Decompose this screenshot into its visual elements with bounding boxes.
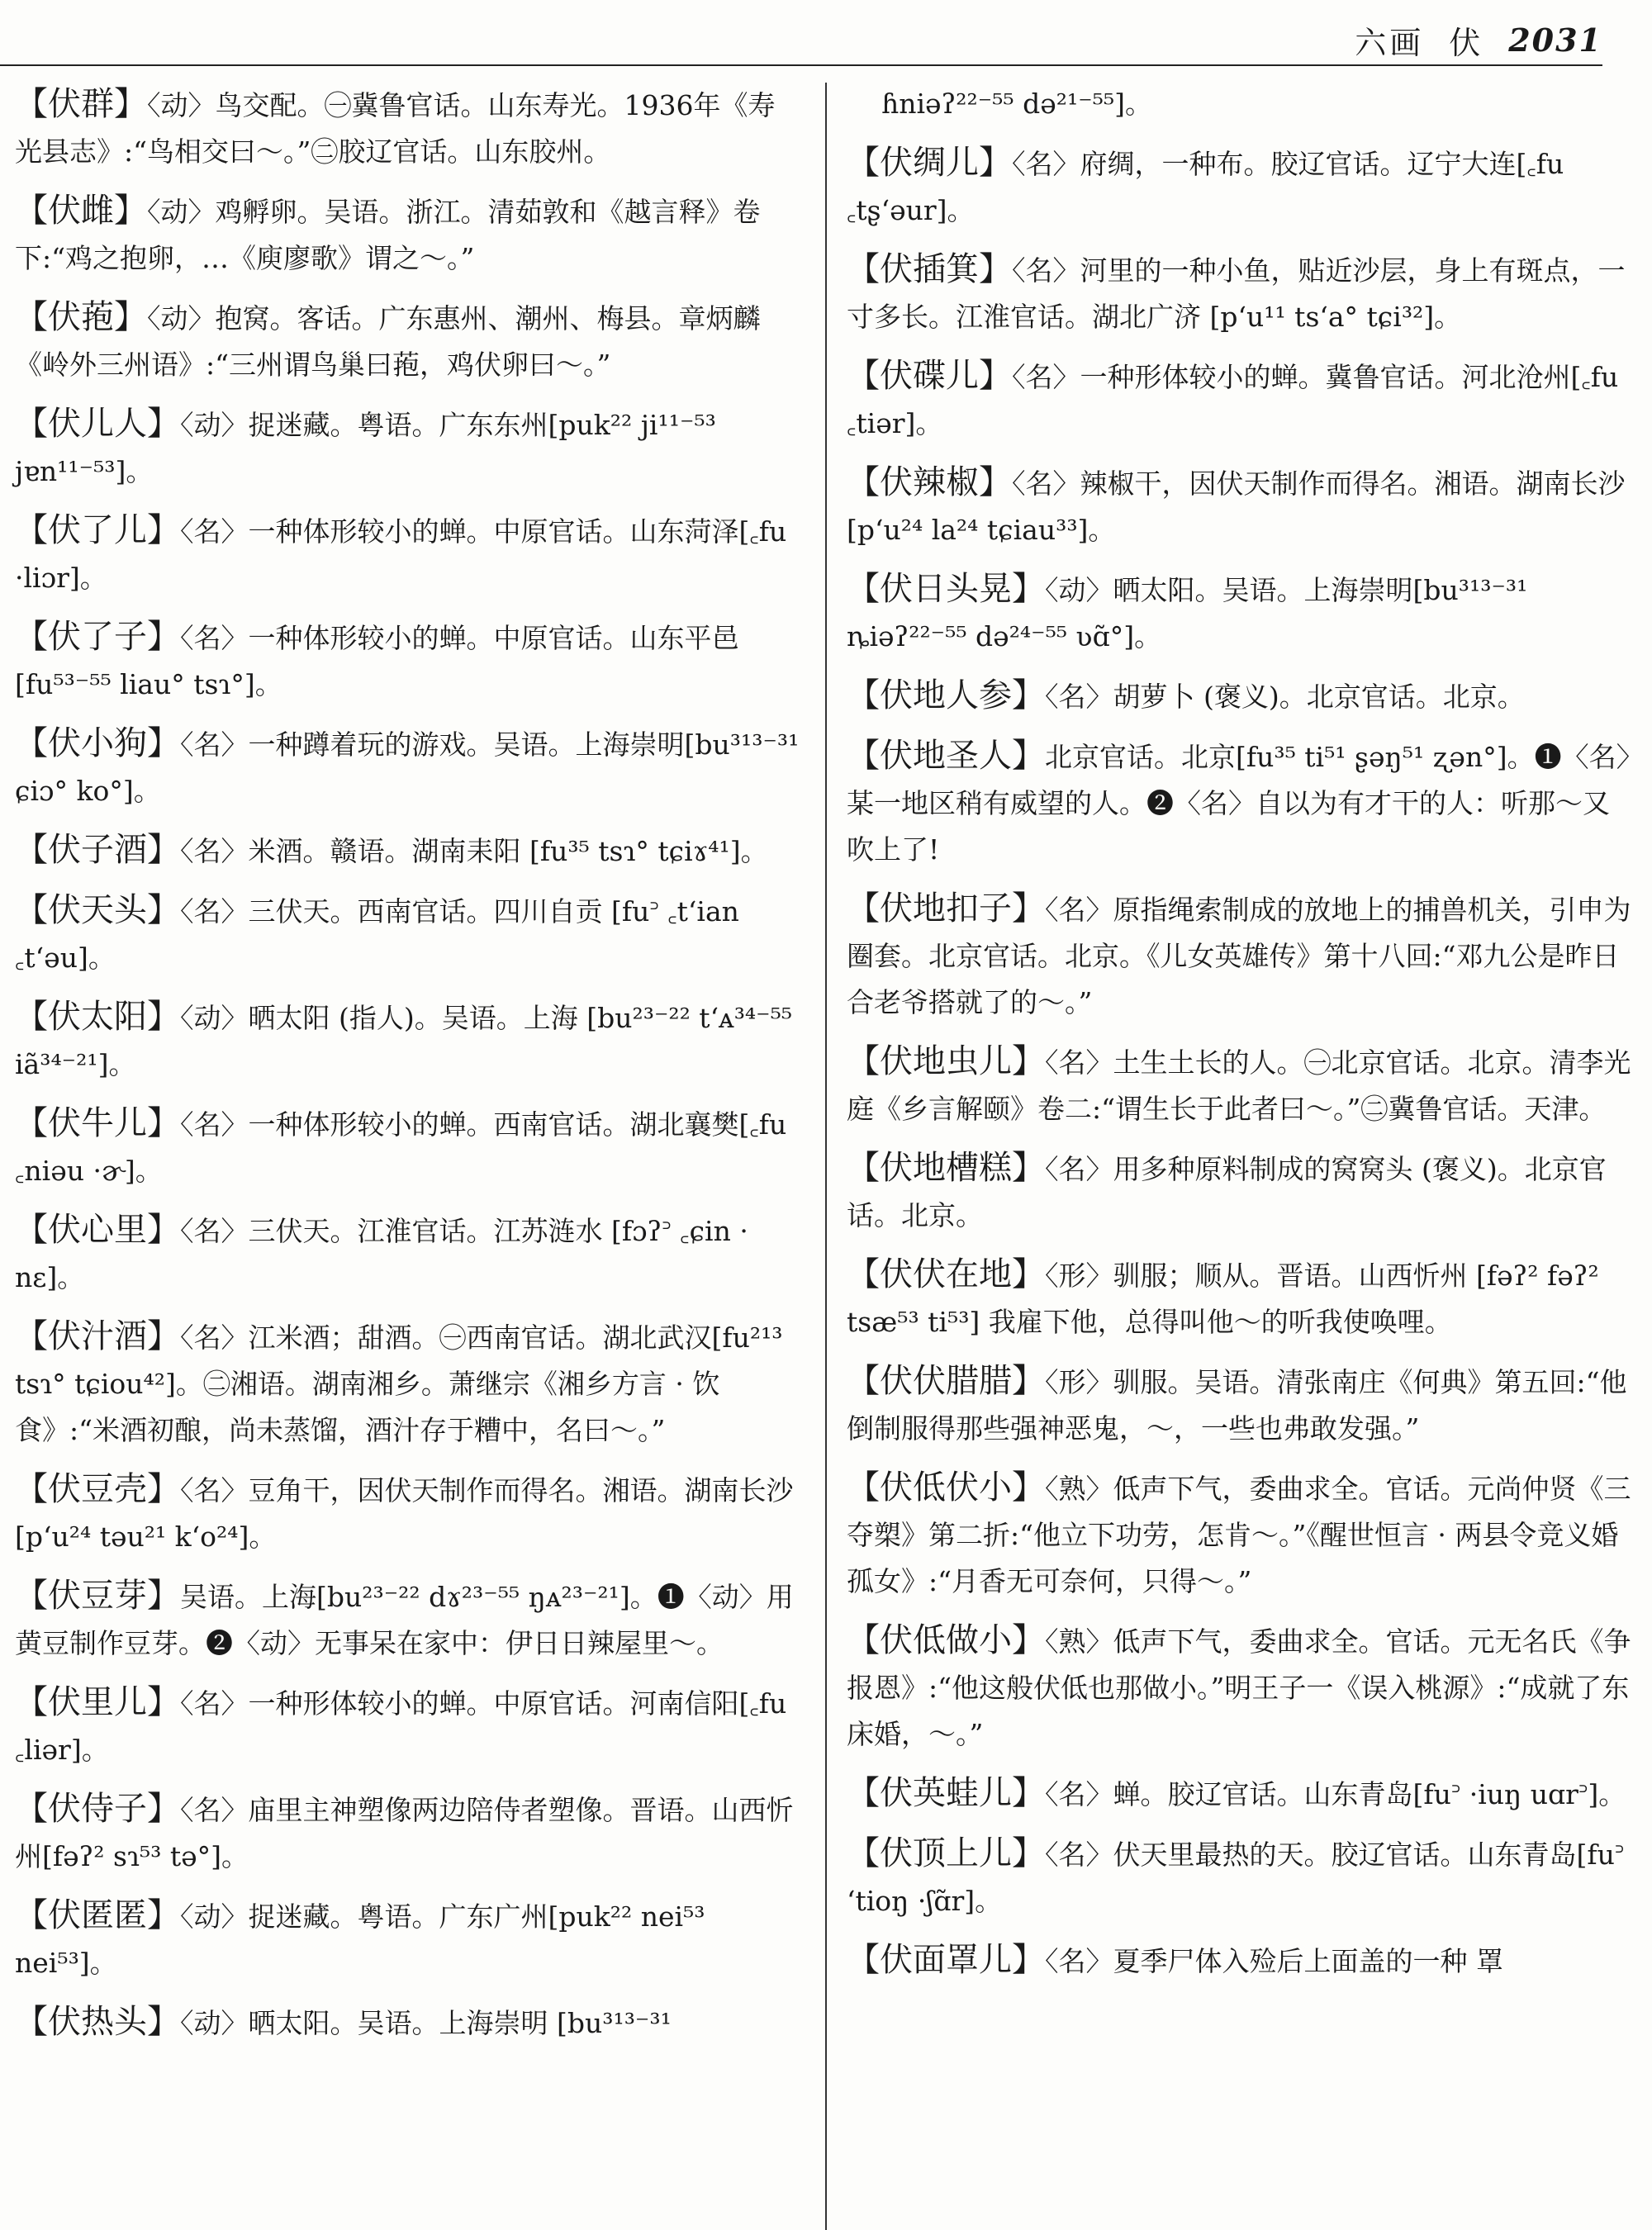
entry-text: 〈名〉一种体形较小的蝉。西南官话。湖北襄樊[꜀fu ꜀niəu ·ɚ]。: [15, 1108, 787, 1187]
dictionary-entry: 【伏面罩儿】〈名〉夏季尸体入殓后上面盖的一种 罩: [847, 1941, 1503, 1979]
dictionary-entry: 【伏匿匿】〈动〉捉迷藏。粤语。广东广州[puk²² nei⁵³ nei⁵³]。: [15, 1896, 705, 1979]
dictionary-entry: 【伏太阳】〈动〉晒太阳 (指人)。吴语。上海 [bu²³⁻²² t‘ᴀ³⁴⁻⁵⁵ iã³⁴⁻²¹]。: [15, 998, 793, 1080]
dictionary-entry: 【伏心里】〈名〉三伏天。江淮官话。江苏涟水 [fɔʔ꜄ ꜀ɕin · nɛ]。: [15, 1211, 748, 1293]
dictionary-entry: 【伏牛儿】〈名〉一种体形较小的蝉。西南官话。湖北襄樊[꜀fu ꜀niəu ·ɚ]。: [15, 1104, 787, 1187]
dictionary-entry: 【伏顶上儿】〈名〉伏天里最热的天。胶辽官话。山东青岛[fu꜄ ‘tioŋ ·ʃɑ̃r]。: [847, 1834, 1625, 1917]
headword: 伏天头: [48, 891, 147, 929]
entry-text: 〈名〉河里的一种小鱼，贴近沙层，身上有斑点，一寸多长。江淮官话。湖北广济 [p‘u¹¹ ts‘a° tɕi³²]。: [847, 254, 1626, 333]
dictionary-entry: 【伏插箕】〈名〉河里的一种小鱼，贴近沙层，身上有斑点，一寸多长。江淮官话。湖北广济 [p‘u¹¹ ts‘a° tɕi³²]。: [847, 250, 1626, 333]
headword: 伏菢: [48, 298, 114, 336]
dictionary-entry: 【伏碟儿】〈名〉一种形体较小的蝉。冀鲁官话。河北沧州[꜀fu ꜀tiər]。: [847, 357, 1619, 439]
dictionary-entry: 【伏热头】〈动〉晒太阳。吴语。上海崇明 [bu³¹³⁻³¹: [15, 2003, 672, 2041]
entry-text: 〈名〉一种形体较小的蝉。冀鲁官话。河北沧州[꜀fu ꜀tiər]。: [847, 361, 1619, 439]
dictionary-entry: 【伏了儿】〈名〉一种体形较小的蝉。中原官话。山东菏泽[꜀fu ·liɔr]。: [15, 511, 787, 594]
entry-text: 〈名〉一种体形较小的蝉。中原官话。山东平邑[fu⁵³⁻⁵⁵ liau° tsɿ°]。: [15, 622, 739, 700]
section-label: 六画: [1355, 24, 1425, 61]
headword: 伏英蛙儿: [880, 1774, 1012, 1812]
dictionary-entry: 【伏豆芽】吴语。上海[bu²³⁻²² dɤ²³⁻⁵⁵ ŋᴀ²³⁻²¹]。❶〈动〉用黄豆制作豆芽。❷〈动〉无事呆在家中：伊日日辣屋里～。: [15, 1577, 794, 1659]
headword: 伏了子: [48, 618, 147, 656]
entry-text: 〈名〉胡萝卜 (褒义)。北京官话。北京。: [1045, 681, 1525, 713]
header-character: 伏: [1449, 24, 1484, 61]
entry-text: 〈名〉豆角干，因伏天制作而得名。湘语。湖南长沙[p‘u²⁴ təu²¹ k‘o²⁴]。: [15, 1474, 794, 1553]
entry-text: ɦniəʔ²²⁻⁵⁵ də²¹⁻⁵⁵]。: [881, 88, 1152, 120]
headword: 伏地圣人: [880, 737, 1012, 775]
headword: 伏低伏小: [880, 1468, 1012, 1506]
right-column: [847, 81, 1631, 1997]
headword: 伏豆壳: [48, 1470, 147, 1508]
entry-text: 〈名〉一种蹲着玩的游戏。吴语。上海崇明[bu³¹³⁻³¹ ɕiɔ° ko°]。: [15, 728, 800, 807]
entry-text: 〈名〉用多种原料制成的窝窝头 (褒义)。北京官话。北京。: [847, 1153, 1607, 1231]
entry-continuation: [847, 81, 1631, 127]
entry-text: 〈名〉江米酒；甜酒。㊀西南官话。湖北武汉[fu²¹³ tsɿ° tɕiou⁴²]。㊁湘语。湖南湘乡。萧继宗《湘乡方言 · 饮食》:“米酒初酿，尚未蒸馏，酒汁存于糟中，名曰～。”: [15, 1321, 783, 1446]
headword: 伏地扣子: [880, 890, 1012, 928]
dictionary-entry: 【伏地虫儿】〈名〉土生土长的人。㊀北京官话。北京。清李光庭《乡言解颐》卷二:“谓生长于此者曰～。”㊁冀鲁官话。天津。: [847, 1042, 1631, 1125]
dictionary-entry: 【伏低伏小】〈熟〉低声下气，委曲求全。官话。元尚仲贤《三夺槊》第二折:“他立下功劳，怎肯～。”《醒世恒言 · 两县令竞义婚孤女》:“月香无可奈何，只得～。”: [847, 1468, 1631, 1597]
entry-text: 〈名〉原指绳索制成的放地上的捕兽机关，引申为圈套。北京官话。北京。《儿女英雄传》第十八回:“邓九公是昨日合老爷搭就了的～。”: [847, 894, 1631, 1018]
headword: 伏伏在地: [880, 1255, 1012, 1293]
dictionary-entry: 【伏小狗】〈名〉一种蹲着玩的游戏。吴语。上海崇明[bu³¹³⁻³¹ ɕiɔ° ko°]。: [15, 724, 800, 807]
dictionary-entry: 【伏群】〈动〉鸟交配。㊀冀鲁官话。山东寿光。1936年《寿光县志》:“鸟相交曰～。”㊁胶辽官话。山东胶州。: [15, 85, 776, 168]
headword: 伏地槽糕: [880, 1149, 1012, 1187]
headword: 伏顶上儿: [880, 1834, 1012, 1872]
dictionary-entry: 【伏辣椒】〈名〉辣椒干，因伏天制作而得名。湘语。湖南长沙[p‘u²⁴ la²⁴ tɕiau³³]。: [847, 463, 1626, 546]
headword: 伏地人参: [880, 676, 1012, 714]
headword: 伏辣椒: [880, 463, 979, 501]
dictionary-entry: 【伏绸儿】〈名〉府绸，一种布。胶辽官话。辽宁大连[꜀fu ꜀tʂ‘əur]。: [847, 144, 1564, 226]
entry-text: 〈名〉一种体形较小的蝉。中原官话。山东菏泽[꜀fu ·liɔr]。: [15, 515, 787, 594]
dictionary-entry: 【伏地圣人】北京官话。北京[fu³⁵ ti⁵¹ ʂəŋ⁵¹ ʐən°]。❶〈名〉某一地区稍有威望的人。❷〈名〉自以为有才干的人：听那～又吹上了!: [847, 737, 1631, 866]
entry-text: 吴语。上海[bu²³⁻²² dɤ²³⁻⁵⁵ ŋᴀ²³⁻²¹]。❶〈动〉用黄豆制作豆芽。❷〈动〉无事呆在家中：伊日日辣屋里～。: [15, 1581, 794, 1659]
dictionary-entry: 【伏豆壳】〈名〉豆角干，因伏天制作而得名。湘语。湖南长沙[p‘u²⁴ təu²¹ k‘o²⁴]。: [15, 1470, 794, 1553]
headword: 伏插箕: [880, 250, 979, 288]
dictionary-entry: 【伏子酒】〈名〉米酒。赣语。湖南耒阳 [fu³⁵ tsɿ° tɕiɤ⁴¹]。: [15, 831, 768, 869]
dictionary-entry: 【伏侍子】〈名〉庙里主神塑像两边陪侍者塑像。晋语。山西忻州[fəʔ² sɿ⁵³ tə°]。: [15, 1790, 794, 1872]
headword: 伏雌: [48, 192, 114, 230]
headword: 伏豆芽: [48, 1577, 147, 1615]
entry-text: 〈动〉鸟交配。㊀冀鲁官话。山东寿光。1936年《寿光县志》:“鸟相交曰～。”㊁胶辽官话。山东胶州。: [15, 89, 776, 168]
dictionary-entry: 【伏日头晃】〈动〉晒太阳。吴语。上海崇明[bu³¹³⁻³¹ ȵiəʔ²²⁻⁵⁵ də²⁴⁻⁵⁵ ʋɑ̃°]。: [847, 570, 1528, 652]
headword: 伏里儿: [48, 1683, 147, 1721]
dictionary-entry: 【伏汁酒】〈名〉江米酒；甜酒。㊀西南官话。湖北武汉[fu²¹³ tsɿ° tɕiou⁴²]。㊁湘语。湖南湘乡。萧继宗《湘乡方言 · 饮食》:“米酒初酿，尚未蒸馏，酒汁存于糟中，名曰～。”: [15, 1317, 783, 1446]
entry-text: 〈名〉伏天里最热的天。胶辽官话。山东青岛[fu꜄ ‘tioŋ ·ʃɑ̃r]。: [847, 1839, 1625, 1917]
headword: 伏牛儿: [48, 1104, 147, 1142]
header-rule: [0, 64, 1602, 66]
dictionary-entry: 【伏伏在地】〈形〉驯服；顺从。晋语。山西忻州 [fəʔ² fəʔ² tsæ⁵³ ti⁵³] 我雇下他，总得叫他～的听我使唤哩。: [847, 1255, 1599, 1338]
headword: 伏小狗: [48, 724, 147, 762]
dictionary-entry: 【伏天头】〈名〉三伏天。西南官话。四川自贡 [fu꜄ ꜀t‘ian ꜀t‘əu]。: [15, 891, 739, 974]
entry-text: 〈名〉蝉。胶辽官话。山东青岛[fu꜄ ·iuŋ uɑr꜄]。: [1045, 1778, 1626, 1810]
dictionary-entry: 【伏了子】〈名〉一种体形较小的蝉。中原官话。山东平邑[fu⁵³⁻⁵⁵ liau° tsɿ°]。: [15, 618, 739, 700]
column-divider: [825, 83, 827, 2230]
entry-text: 〈动〉晒太阳。吴语。上海崇明 [bu³¹³⁻³¹: [180, 2007, 672, 2039]
dictionary-entry: 【伏里儿】〈名〉一种形体较小的蝉。中原官话。河南信阳[꜀fu ꜀liər]。: [15, 1683, 787, 1766]
headword: 伏绸儿: [880, 144, 979, 182]
headword: 伏热头: [48, 2003, 147, 2041]
headword: 伏群: [48, 85, 114, 123]
headword: 伏日头晃: [880, 570, 1012, 608]
entry-text: 〈名〉一种形体较小的蝉。中原官话。河南信阳[꜀fu ꜀liər]。: [15, 1687, 787, 1766]
entry-text: 北京官话。北京[fu³⁵ ti⁵¹ ʂəŋ⁵¹ ʐən°]。❶〈名〉某一地区稍有威望的人。❷〈名〉自以为有才干的人：听那～又吹上了!: [847, 741, 1631, 866]
entry-text: 〈名〉府绸，一种布。胶辽官话。辽宁大连[꜀fu ꜀tʂ‘əur]。: [847, 148, 1564, 226]
dictionary-entry: 【伏低做小】〈熟〉低声下气，委曲求全。官话。元无名氏《争报恩》:“他这般伏低也那做小。”明王子一《误入桃源》:“成就了东床婚，～。”: [847, 1621, 1631, 1750]
dictionary-entry: 【伏菢】〈动〉抱窝。客话。广东惠州、潮州、梅县。章炳麟《岭外三州语》:“三州谓鸟巢曰菢，鸡伏卵曰～。”: [15, 298, 761, 381]
headword: 伏了儿: [48, 511, 147, 549]
dictionary-entry: 【伏雌】〈动〉鸡孵卵。吴语。浙江。清茹敦和《越言释》卷下:“鸡之抱卵，…《庾廖歌》谓之～。”: [15, 192, 761, 274]
entry-text: 〈动〉晒太阳。吴语。上海崇明[bu³¹³⁻³¹ ȵiəʔ²²⁻⁵⁵ də²⁴⁻⁵⁵ ʋɑ̃°]。: [847, 574, 1528, 652]
entry-text: 〈形〉驯服。吴语。清张南庄《何典》第五回:“他倒制服得那些强神恶鬼，～，一些也弗敢发强。”: [847, 1366, 1627, 1445]
entry-text: 〈名〉夏季尸体入殓后上面盖的一种 罩: [1045, 1945, 1503, 1977]
headword: 伏汁酒: [48, 1317, 147, 1355]
headword: 伏碟儿: [880, 357, 979, 395]
entry-text: 〈动〉鸡孵卵。吴语。浙江。清茹敦和《越言释》卷下:“鸡之抱卵，…《庾廖歌》谓之～。”: [15, 196, 761, 274]
entry-text: 〈形〉驯服；顺从。晋语。山西忻州 [fəʔ² fəʔ² tsæ⁵³ ti⁵³] 我雇下他，总得叫他～的听我使唤哩。: [847, 1260, 1599, 1338]
entry-text: 〈名〉米酒。赣语。湖南耒阳 [fu³⁵ tsɿ° tɕiɤ⁴¹]。: [180, 835, 768, 867]
page-number: 2031: [1508, 21, 1602, 59]
headword: 伏地虫儿: [880, 1042, 1012, 1080]
dictionary-entry: 【伏地槽糕】〈名〉用多种原料制成的窝窝头 (褒义)。北京官话。北京。: [847, 1149, 1607, 1231]
dictionary-entry: 【伏地扣子】〈名〉原指绳索制成的放地上的捕兽机关，引申为圈套。北京官话。北京。《儿女英雄传》第十八回:“邓九公是昨日合老爷搭就了的～。”: [847, 890, 1631, 1018]
headword: 伏匿匿: [48, 1896, 147, 1934]
dictionary-entry: 【伏英蛙儿】〈名〉蝉。胶辽官话。山东青岛[fu꜄ ·iuŋ uɑr꜄]。: [847, 1774, 1626, 1812]
page-header: [727, 15, 1602, 64]
headword: 伏心里: [48, 1211, 147, 1249]
left-column: [15, 81, 800, 2059]
entry-text: 〈动〉捉迷藏。粤语。广东东州[puk²² ji¹¹⁻⁵³ jɐn¹¹⁻⁵³]。: [15, 409, 716, 487]
headword: 伏面罩儿: [880, 1941, 1012, 1979]
dictionary-entry: 【伏儿人】〈动〉捉迷藏。粤语。广东东州[puk²² ji¹¹⁻⁵³ jɐn¹¹⁻⁵³]。: [15, 405, 716, 487]
entry-text: 〈名〉三伏天。江淮官话。江苏涟水 [fɔʔ꜄ ꜀ɕin · nɛ]。: [15, 1215, 748, 1293]
entry-text: 〈动〉晒太阳 (指人)。吴语。上海 [bu²³⁻²² t‘ᴀ³⁴⁻⁵⁵ iã³⁴⁻²¹]。: [15, 1002, 793, 1080]
entry-text: 〈熟〉低声下气，委曲求全。官话。元尚仲贤《三夺槊》第二折:“他立下功劳，怎肯～。”《醒世恒言 · 两县令竞义婚孤女》:“月香无可奈何，只得～。”: [847, 1473, 1631, 1597]
dictionary-entry: 【伏伏腊腊】〈形〉驯服。吴语。清张南庄《何典》第五回:“他倒制服得那些强神恶鬼，～，一些也弗敢发强。”: [847, 1362, 1627, 1445]
headword: 伏儿人: [48, 405, 147, 443]
headword: 伏子酒: [48, 831, 147, 869]
entry-text: 〈熟〉低声下气，委曲求全。官话。元无名氏《争报恩》:“他这般伏低也那做小。”明王子一《误入桃源》:“成就了东床婚，～。”: [847, 1625, 1631, 1750]
entry-text: 〈动〉捉迷藏。粤语。广东广州[puk²² nei⁵³ nei⁵³]。: [15, 1900, 705, 1979]
headword: 伏伏腊腊: [880, 1362, 1012, 1400]
dictionary-entry: 【伏地人参】〈名〉胡萝卜 (褒义)。北京官话。北京。: [847, 676, 1525, 714]
entry-text: 〈名〉三伏天。西南官话。四川自贡 [fu꜄ ꜀t‘ian ꜀t‘əu]。: [15, 895, 739, 974]
entry-text: 〈名〉辣椒干，因伏天制作而得名。湘语。湖南长沙[p‘u²⁴ la²⁴ tɕiau³³]。: [847, 467, 1626, 546]
entry-text: 〈动〉抱窝。客话。广东惠州、潮州、梅县。章炳麟《岭外三州语》:“三州谓鸟巢曰菢，鸡伏卵曰～。”: [15, 302, 761, 381]
entry-text: 〈名〉庙里主神塑像两边陪侍者塑像。晋语。山西忻州[fəʔ² sɿ⁵³ tə°]。: [15, 1794, 794, 1872]
headword: 伏侍子: [48, 1790, 147, 1828]
entry-text: 〈名〉土生土长的人。㊀北京官话。北京。清李光庭《乡言解颐》卷二:“谓生长于此者曰～。”㊁冀鲁官话。天津。: [847, 1046, 1631, 1125]
headword: 伏太阳: [48, 998, 147, 1036]
headword: 伏低做小: [880, 1621, 1012, 1659]
